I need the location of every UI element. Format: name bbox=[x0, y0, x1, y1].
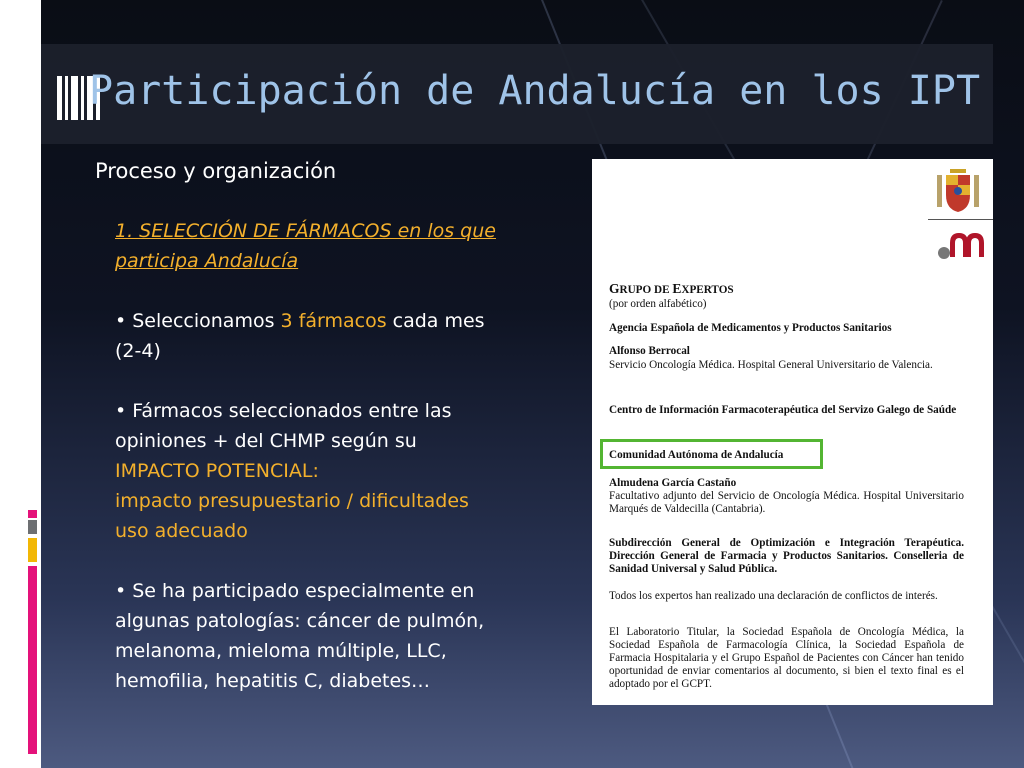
bullet-2-highlight3: uso adecuado bbox=[115, 520, 248, 542]
declaration-note: Todos los expertos han realizado una declaración de conflictos de interés. bbox=[609, 590, 938, 602]
left-strip bbox=[0, 0, 41, 768]
agency-logo-icon bbox=[938, 227, 984, 261]
accent-bar-yellow bbox=[28, 538, 37, 562]
subdireccion-name: Subdirección General de Optimización e Integración Terapéutica. Dirección General de Farmacia y Productos Sanitarios. Conselleria de Sanidad Universal y Salud Pública. bbox=[609, 537, 964, 575]
centro-name: Centro de Información Farmacoterapéutica del Servizo Galego de Saúde bbox=[609, 404, 957, 416]
document-excerpt-image bbox=[592, 159, 993, 705]
bullet-2-highlight1: IMPACTO POTENCIAL: bbox=[115, 460, 319, 482]
spacer bbox=[115, 276, 555, 306]
expert-1-name: Alfonso Berrocal bbox=[609, 345, 690, 357]
bullet-1-suffix: cada mes bbox=[386, 310, 485, 332]
bullet-2-highlight2: impacto presupuestario / dificultades bbox=[115, 490, 469, 512]
expert-2-name: Almudena García Castaño bbox=[609, 477, 737, 489]
page-title: Participación de Andalucía en los IPT bbox=[89, 68, 981, 114]
slide-subtitle: Proceso y organización bbox=[95, 159, 337, 183]
bullet-3-line1: • Se ha participado especialmente en bbox=[115, 580, 475, 602]
accent-bar-pink bbox=[28, 510, 37, 518]
spacer bbox=[115, 546, 555, 576]
bullet-1-prefix: • Seleccionamos bbox=[115, 310, 281, 332]
bullet-3-line4: hemofilia, hepatitis C, diabetes… bbox=[115, 670, 431, 692]
accent-bar-pink-long bbox=[28, 566, 37, 754]
bullet-2 bbox=[115, 396, 555, 546]
accent-bar-gray bbox=[28, 520, 37, 534]
expert-group-heading: GRUPO DE EXPERTOS bbox=[609, 281, 734, 296]
expert-1-affiliation: Servicio Oncología Médica. Hospital General Universitario de Valencia. bbox=[609, 359, 933, 371]
agency-name: Agencia Española de Medicamentos y Productos Sanitarios bbox=[609, 322, 892, 334]
comunidad-andalucia: Comunidad Autónoma de Andalucía bbox=[609, 449, 784, 461]
bullet-2-line2: opiniones + del CHMP según su bbox=[115, 430, 417, 452]
bullet-1 bbox=[115, 306, 555, 366]
section-heading[interactable] bbox=[115, 216, 555, 276]
section-heading-line2[interactable]: participa Andalucía bbox=[115, 250, 299, 272]
bullet-2-line1: • Fármacos seleccionados entre las bbox=[115, 400, 452, 422]
bullet-1-range: (2-4) bbox=[115, 340, 161, 362]
bullet-3-line2: algunas patologías: cáncer de pulmón, bbox=[115, 610, 485, 632]
bullet-3-line3: melanoma, mieloma múltiple, LLC, bbox=[115, 640, 447, 662]
section-heading-line1[interactable]: 1. SELECCIÓN DE FÁRMACOS en los que bbox=[115, 220, 496, 242]
slide-body bbox=[115, 216, 555, 696]
bullet-1-highlight: 3 fármacos bbox=[280, 310, 387, 332]
spacer bbox=[115, 366, 555, 396]
laboratory-note: El Laboratorio Titular, la Sociedad Española de Oncología Médica, la Sociedad Española de Farmacología Clínica, la Sociedad Española de Farmacia Hospitalaria y el Grupo Español de Pacientes con Cáncer han tenido oportunidad de enviar comentarios al documento, si bien el texto final es el adoptado por el GCPT. bbox=[609, 626, 964, 690]
order-note: (por orden alfabético) bbox=[609, 298, 707, 310]
bullet-3 bbox=[115, 576, 555, 696]
expert-2-affiliation: Facultativo adjunto del Servicio de Oncología Médica. Hospital Universitario Marqués de Valdecilla (Cantabria). bbox=[609, 490, 964, 515]
divider bbox=[928, 219, 993, 220]
title-bar bbox=[41, 44, 993, 144]
coat-of-arms-icon bbox=[932, 165, 984, 215]
